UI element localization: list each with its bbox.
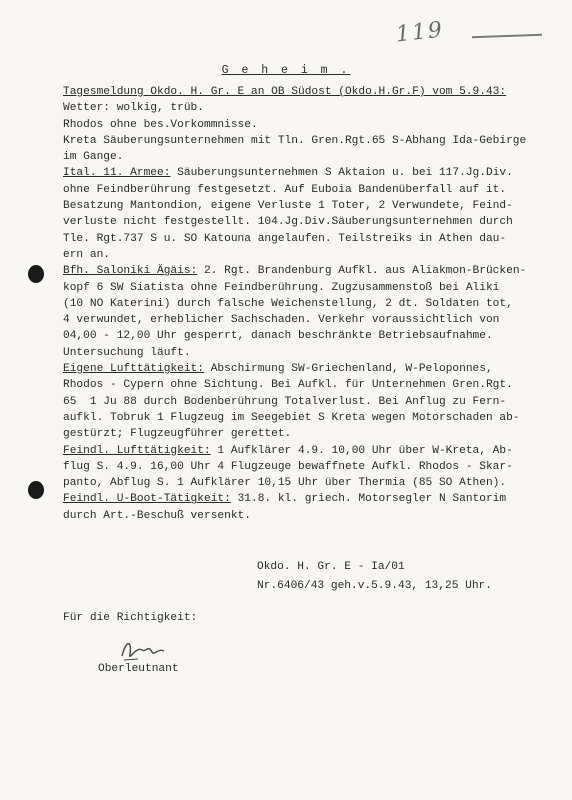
report-line: [63, 491, 558, 507]
report-line: [63, 165, 558, 181]
document-title: G e h e i m .: [221, 64, 351, 77]
line-text: panto, Abflug S. 1 Aufklärer 10,15 Uhr über Thermia (85 SO Athen).: [63, 477, 507, 490]
line-text: 04,00 - 12,00 Uhr gesperrt, danach beschränkte Betriebsaufnahme.: [63, 330, 493, 343]
report-line: [63, 296, 558, 312]
section-heading: Ital. 11. Armee:: [63, 167, 171, 180]
line-text: Rhodos - Cypern ohne Sichtung. Bei Aufkl. für Unternehmen Gren.Rgt.: [63, 379, 513, 392]
line-text: 4 verwundet, erheblicher Sachschaden. Verkehr voraussichtlich von: [63, 314, 500, 327]
line-text: aufkl. Tobruk 1 Flugzeug im Seegebiet S Kreta wegen Motorschaden ab-: [63, 411, 520, 424]
line-text: ern an.: [63, 248, 110, 261]
handwritten-signature: [118, 636, 170, 666]
line-text: flug S. 4.9. 16,00 Uhr 4 Flugzeuge bewaffnete Aufkl. Rhodos - Skar-: [63, 460, 513, 473]
line-text: Untersuchung läuft.: [63, 346, 191, 359]
line-text: (10 NO Katerini) durch falsche Weichenstellung, 2 dt. Soldaten tot,: [63, 297, 513, 310]
footer-line: Okdo. H. Gr. E - Ia/01: [257, 561, 405, 573]
report-line: [63, 377, 558, 393]
section-heading: Feindl. U-Boot-Tätigkeit:: [63, 493, 231, 506]
section-heading: Eigene Lufttätigkeit:: [63, 363, 204, 376]
report-line: [63, 280, 558, 296]
report-line: [63, 214, 558, 230]
line-text: verluste nicht festgestellt. 104.Jg.Div.Säuberungsunternehmen durch: [63, 216, 513, 229]
report-body: [63, 84, 558, 524]
line-text: Abschirmung SW-Griechenland, W-Peloponnes,: [204, 363, 493, 376]
line-text: Wetter: wolkig, trüb.: [63, 102, 204, 115]
section-heading: Feindl. Lufttätigkeit:: [63, 444, 211, 457]
signatory-rank: Oberleutnant: [98, 663, 179, 675]
report-line: [63, 345, 558, 361]
report-line: [63, 263, 558, 279]
report-line: [63, 84, 558, 100]
pencil-page-number: 119: [394, 17, 446, 48]
report-line: [63, 508, 558, 524]
section-heading: Tagesmeldung Okdo. H. Gr. E an OB Südost (Okdo.H.Gr.F) vom 5.9.43:: [63, 86, 507, 98]
line-text: gestürzt; Flugzeugführer gerettet.: [63, 428, 292, 441]
punch-hole: [28, 265, 44, 283]
report-line: [63, 410, 558, 426]
report-line: [63, 443, 558, 459]
report-line: [63, 394, 558, 410]
line-text: Säuberungsunternehmen S Aktaion u. bei 117.Jg.Div.: [170, 167, 513, 180]
report-line: [63, 198, 558, 214]
report-line: [63, 231, 558, 247]
report-footer: [257, 558, 492, 596]
report-line: [63, 117, 558, 133]
report-line: [63, 459, 558, 475]
punch-hole: [28, 481, 44, 499]
footer-line: Nr.6406/43 geh.v.5.9.43, 13,25 Uhr.: [257, 580, 492, 592]
report-line: [63, 475, 558, 491]
report-line: [63, 182, 558, 198]
report-line: [63, 133, 558, 149]
pencil-scribble: [472, 34, 542, 38]
section-heading: Bfh. Saloniki Ägäis:: [63, 265, 198, 278]
report-line: [63, 247, 558, 263]
line-text: Tle. Rgt.737 S u. SO Katouna angelaufen. Teilstreiks in Athen dau-: [63, 232, 507, 245]
line-text: kopf 6 SW Siatista ohne Feindberührung. Zugzusammenstoß bei Aliki: [63, 281, 500, 294]
line-text: 1 Aufklärer 4.9. 10,00 Uhr über W-Kreta, Ab-: [210, 444, 513, 457]
line-text: 31.8. kl. griech. Motorsegler N Santorim: [230, 493, 507, 506]
line-text: Kreta Säuberungsunternehmen mit Tln. Gren.Rgt.65 S-Abhang Ida-Gebirge: [63, 134, 527, 147]
report-line: [63, 426, 558, 442]
report-line: [63, 149, 558, 165]
line-text: ohne Feindberührung festgesetzt. Auf Euboia Bandenüberfall auf it.: [63, 183, 507, 196]
line-text: durch Art.-Beschuß versenkt.: [63, 509, 251, 522]
line-text: Rhodos ohne bes.Vorkommnisse.: [63, 118, 258, 131]
report-line: [63, 328, 558, 344]
report-line: [63, 312, 558, 328]
certification-label: Für die Richtigkeit:: [63, 612, 198, 624]
line-text: Besatzung Mantondion, eigene Verluste 1 Toter, 2 Verwundete, Feind-: [63, 200, 513, 213]
line-text: 65 1 Ju 88 durch Bodenberührung Totalverlust. Bei Anflug zu Fern-: [63, 395, 507, 408]
line-text: 2. Rgt. Brandenburg Aufkl. aus Aliakmon-Brücken-: [197, 265, 527, 278]
report-line: [63, 361, 558, 377]
line-text: im Gange.: [63, 151, 124, 164]
report-line: [63, 100, 558, 116]
